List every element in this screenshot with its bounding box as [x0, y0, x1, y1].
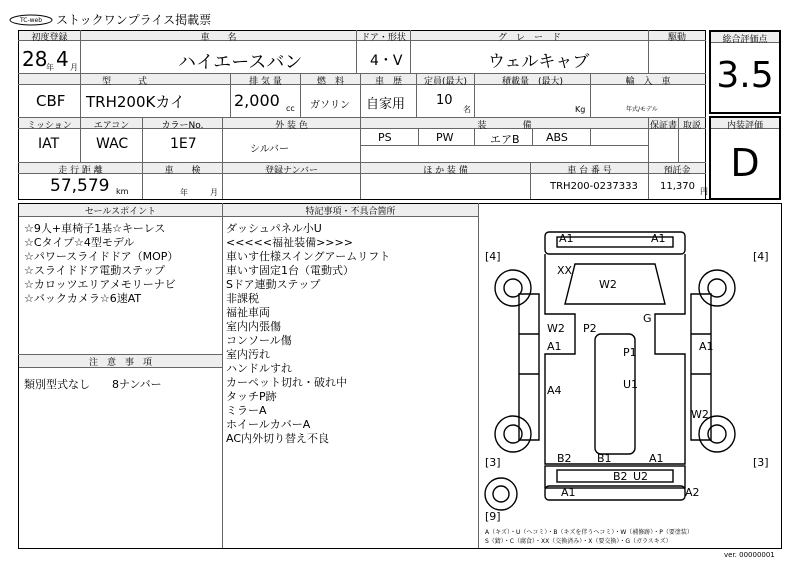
load-unit: Kg	[575, 105, 586, 114]
damage-mark: A1	[559, 232, 574, 245]
feature-item: ハンドルすれ	[226, 362, 292, 375]
wheel-front-right-inner	[708, 279, 726, 297]
color-no: 1E7	[170, 136, 197, 152]
first-reg-label: 初度登録	[31, 33, 68, 43]
usage-label: 車 歴	[374, 77, 402, 87]
car-name-label: 車 名	[200, 33, 237, 43]
version-label: ver. 00000001	[724, 551, 775, 559]
equip-item: エアB	[490, 133, 520, 146]
damage-mark: B2	[557, 452, 572, 465]
feature-item: 非課税	[226, 292, 259, 305]
damage-mark: A1	[699, 340, 714, 353]
damage-mark: P1	[623, 346, 637, 359]
inspection-label: 車 検	[164, 166, 201, 176]
sales-point: ☆カロッツエリアメモリーナビ	[24, 278, 176, 291]
mileage-unit: km	[116, 187, 129, 196]
svg-text:TC-web: TC-web	[19, 17, 43, 24]
spare-wheel-outer	[485, 478, 517, 510]
import-label: 輸 入 車	[625, 77, 671, 87]
damage-mark: A1	[561, 486, 576, 499]
sales-point: ☆バックカメラ☆6速AT	[24, 292, 142, 305]
equip-item: PW	[436, 131, 454, 144]
mission-label: ミッション	[27, 121, 72, 131]
other-equip-label: ほ か 装 備	[423, 166, 468, 176]
first-reg-year-unit: 年	[46, 63, 54, 72]
sales-points-list	[24, 222, 178, 306]
feature-item: 福祉車両	[226, 306, 270, 319]
grade: ウェルキャブ	[488, 52, 590, 72]
sales-points-title: セールスポイント	[19, 204, 222, 217]
fuel-label: 燃 料	[316, 77, 344, 87]
equipment-label: 装 備	[477, 121, 532, 131]
first-reg-year: 28	[22, 47, 48, 71]
bracket-label: [9]	[485, 510, 501, 523]
deposit-price: 11,370	[660, 181, 695, 192]
damage-mark: XX	[557, 264, 573, 277]
import-note: 年式/モデル	[626, 106, 658, 113]
exterior-color: シルバー	[250, 144, 290, 155]
door-type-label: ドア・形状	[361, 33, 406, 43]
wheel-rear-right-outer	[699, 416, 735, 452]
aircon: WAC	[96, 136, 129, 152]
fuel: ガソリン	[310, 100, 350, 111]
inspection-month-unit: 月	[210, 188, 218, 197]
damage-mark: A1	[547, 340, 562, 353]
damage-legend: A（キズ）・U（ヘコミ）・B（キズを伴うヘコミ）・W（補修跡）・P（要塗装）	[485, 529, 693, 536]
feature-item: カーペット切れ・破れ中	[226, 376, 347, 389]
first-reg-month-unit: 月	[70, 63, 78, 72]
feature-item: ホイールカバーA	[226, 418, 311, 431]
features-list	[226, 222, 390, 446]
feature-item: 室内汚れ	[226, 348, 270, 361]
sales-point: ☆パワースライドドア（MOP）	[24, 250, 179, 263]
damage-mark: B2	[613, 470, 628, 483]
sales-point: ☆9人+車椅子1基☆キーレス	[24, 222, 166, 235]
chassis-number: TRH200-0237333	[550, 181, 638, 192]
damage-mark: G	[643, 312, 652, 325]
bracket-label: [3]	[485, 456, 501, 469]
bracket-label: [3]	[753, 456, 769, 469]
bracket-label: [4]	[485, 250, 501, 263]
feature-item: 車いす固定1台（電動式）	[226, 264, 354, 277]
notes-title: 注 意 事 項	[19, 355, 222, 368]
damage-mark: A2	[685, 486, 700, 499]
features-title: 特記事項・不具合箇所	[223, 204, 478, 217]
displacement-unit: cc	[286, 104, 295, 113]
load-label: 積載量 (最大)	[501, 77, 564, 87]
mission: IAT	[38, 136, 60, 152]
car-name: ハイエースバン	[178, 52, 303, 73]
logo-mark-icon	[8, 13, 54, 27]
feature-item: タッチP跡	[226, 390, 277, 403]
aircon-label: エアコン	[93, 121, 130, 131]
overall-score: 3.5	[716, 55, 774, 96]
feature-item: ダッシュパネル小U	[226, 222, 322, 235]
bracket-label: [4]	[753, 250, 769, 263]
door-type: 4・V	[370, 53, 403, 69]
interior-score-label: 内装評価	[711, 118, 779, 129]
damage-mark: W2	[691, 408, 709, 421]
overall-score-box	[709, 30, 781, 114]
equip-item: ABS	[546, 131, 568, 144]
feature-item: 車いす仕様スイングアームリフト	[226, 250, 391, 263]
chassis-label: 車 台 番 号	[567, 166, 612, 176]
wheel-front-left-inner	[504, 279, 522, 297]
manual-label: 取説	[682, 121, 701, 131]
equip-item: PS	[378, 131, 392, 144]
logo	[8, 12, 54, 26]
model-label: 型 式	[101, 77, 147, 87]
car-damage-diagram	[479, 204, 781, 548]
form-title: ストックワンプライス掲載票	[56, 13, 212, 27]
damage-mark: A4	[547, 384, 562, 397]
inspection-year-unit: 年	[180, 188, 188, 197]
color-no-label: カラーNo.	[161, 121, 204, 131]
wheel-rear-left-outer	[495, 416, 531, 452]
feature-item: 室内内張傷	[226, 320, 281, 333]
exterior-label: 外 装 色	[275, 121, 308, 131]
mileage: 57,579	[50, 176, 110, 196]
note-item: 類別型式なし 8ナンバー	[24, 378, 162, 391]
capacity: 10	[436, 93, 453, 108]
sales-point: ☆Cタイプ☆4型モデル	[24, 236, 135, 249]
grade-label: グ レ ー ド	[497, 33, 561, 43]
capacity-unit: 名	[463, 105, 471, 114]
sales-point: ☆スライドドア電動ステップ	[24, 264, 165, 277]
damage-mark: B1	[597, 452, 612, 465]
first-reg-month: 4	[56, 47, 69, 71]
damage-mark: W2	[547, 322, 565, 335]
damage-legend: S（錆）・C（腐食）・XX（交換済み）・X（要交換）・G（ガラスキズ）	[485, 538, 672, 545]
damage-mark: U2	[633, 470, 649, 483]
model-prefix: CBF	[36, 92, 66, 110]
deposit-price-unit: 円	[700, 187, 708, 196]
wheel-front-right-outer	[699, 270, 735, 306]
interior-score: D	[730, 141, 760, 185]
damage-mark: W2	[599, 278, 617, 291]
wheel-front-left-outer	[495, 270, 531, 306]
price-label: 預託金	[663, 166, 691, 176]
model: TRH200Kカイ	[86, 93, 185, 111]
usage: 自家用	[366, 97, 406, 112]
damage-mark: U1	[623, 378, 639, 391]
feature-item: <<<<<福祉装備>>>>	[226, 236, 353, 249]
damage-mark: A1	[649, 452, 664, 465]
feature-item: AC内外切り替え不良	[226, 432, 330, 445]
overall-score-label: 総合評価点	[711, 32, 779, 43]
displacement-label: 排 気 量	[249, 77, 282, 87]
feature-item: Sドア連動ステップ	[226, 278, 321, 291]
warranty-label: 保証書	[649, 121, 677, 131]
feature-item: コンソール傷	[226, 334, 292, 347]
damage-mark: A1	[651, 232, 666, 245]
mileage-label: 走 行 距 離	[58, 166, 103, 176]
plate-label: 登録ナンバー	[265, 166, 318, 176]
displacement: 2,000	[234, 91, 280, 110]
drive-label: 駆動	[667, 33, 686, 43]
feature-item: ミラーA	[226, 404, 267, 417]
interior-score-box	[709, 116, 781, 200]
capacity-label: 定員(最大)	[423, 77, 468, 87]
damage-mark: P2	[583, 322, 597, 335]
